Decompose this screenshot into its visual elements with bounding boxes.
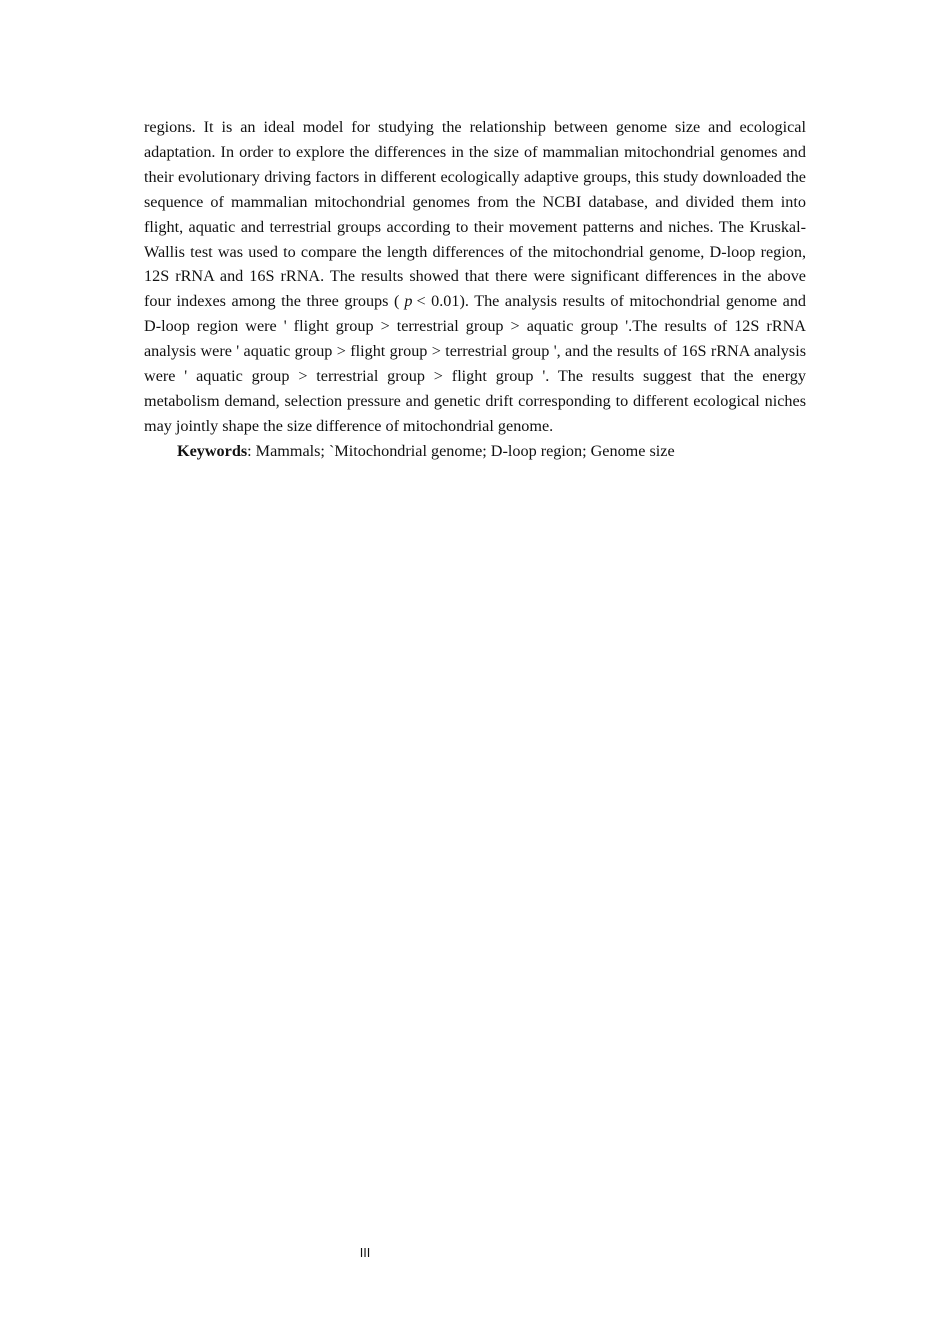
page-number: III — [359, 1246, 371, 1260]
abstract-text-after-p: < 0.01). The analysis results of mitochondrial genome and D-loop region were ' flight group > terrestrial group > aquatic group '.The results of 12S rRNA analysis were ' aquatic group > flight group > terrestrial group ', and the results of 16S rRNA analysis were ' aquatic group > terrestrial group > flight group '. The results suggest that the energy metabolism demand, selection pressure and genetic drift corresponding to different ecological niches may jointly shape the size difference of mitochondrial genome. — [144, 292, 807, 435]
keywords-label: Keywords — [177, 442, 248, 460]
keywords-line — [177, 439, 806, 464]
keywords-list: : Mammals; `Mitochondrial genome; D-loop region; Genome size — [247, 442, 675, 460]
p-value-symbol: p — [404, 292, 413, 311]
abstract-paragraph — [144, 115, 806, 439]
abstract-text-before-p: regions. It is an ideal model for studying the relationship between genome size and ecological adaptation. In order to explore the differences in the size of mammalian mitochondrial genomes and their evolutionary driving factors in different ecologically adaptive groups, this study downloaded the sequence of mammalian mitochondrial genomes from the NCBI database, and divided them into flight, aquatic and terrestrial groups according to their movement patterns and niches. The Kruskal-Wallis test was used to compare the length differences of the mitochondrial genome, D-loop region, 12S rRNA and 16S rRNA. The results showed that there were significant differences in the above four indexes among the three groups ( — [144, 118, 806, 311]
